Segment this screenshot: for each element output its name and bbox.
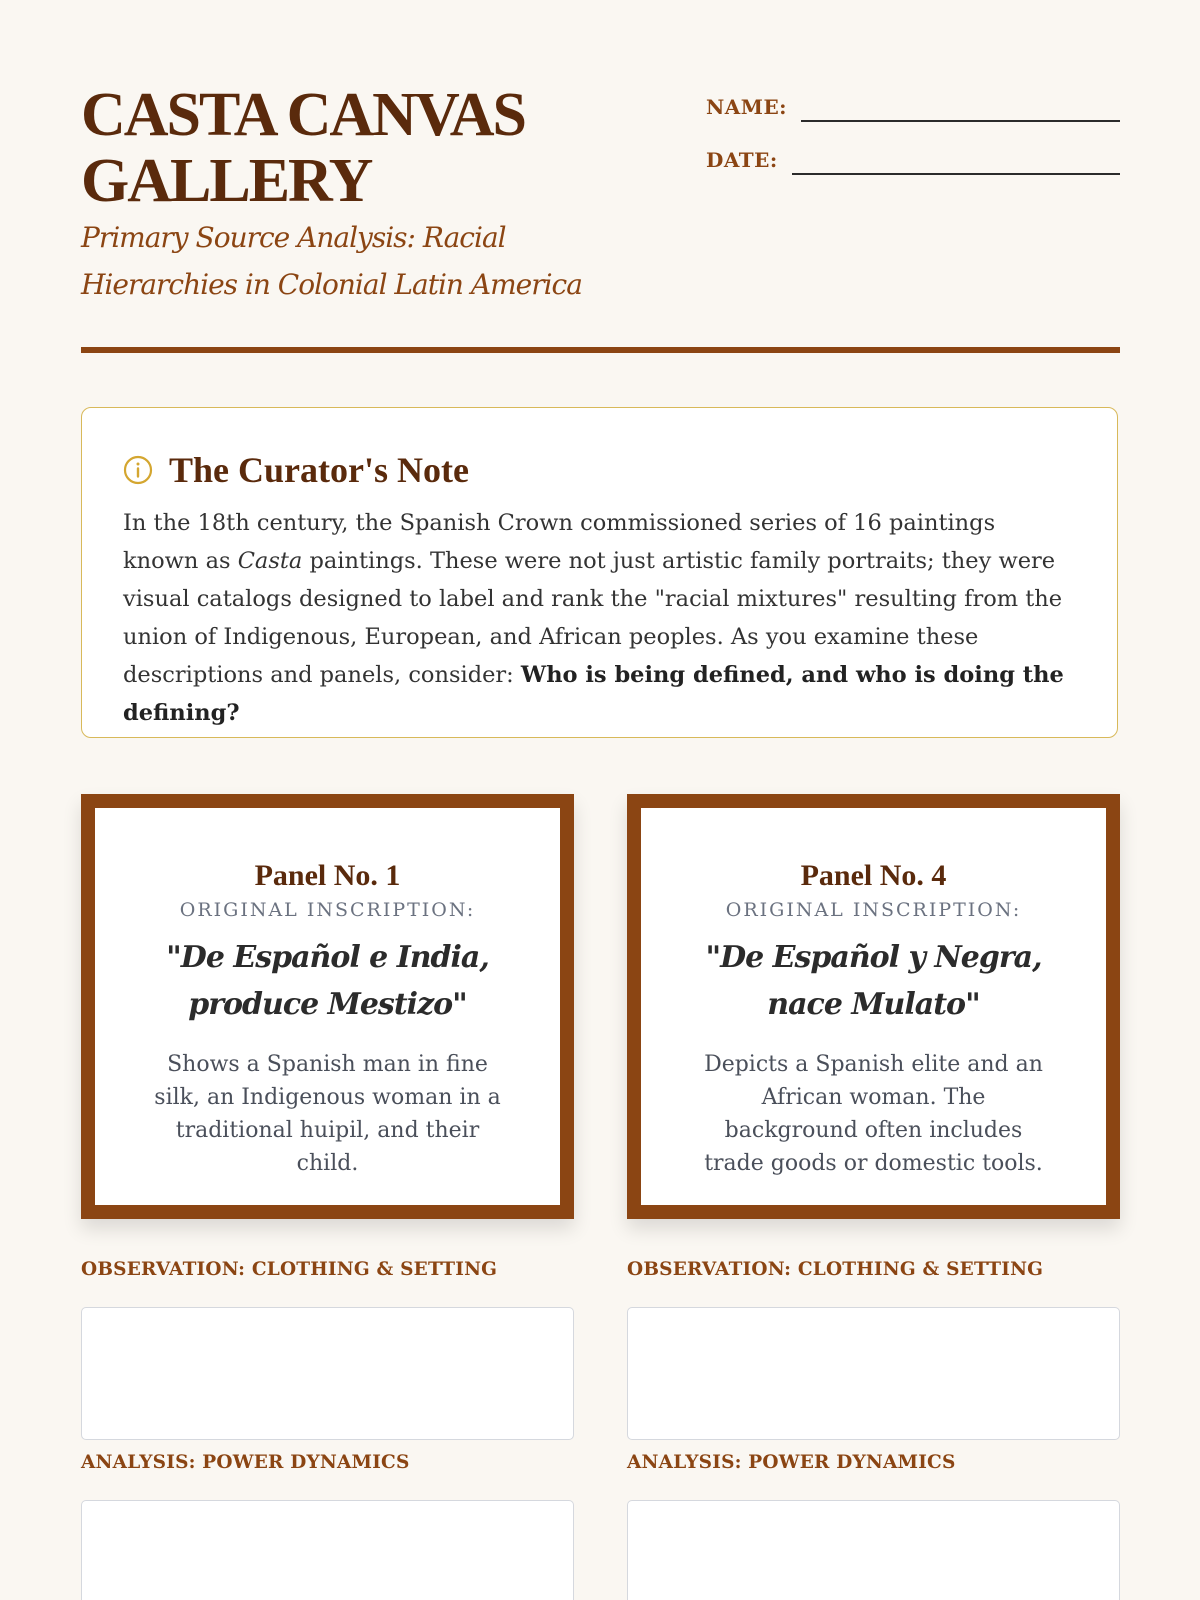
observation-label-1: OBSERVATION: CLOTHING & SETTING: [81, 1259, 498, 1280]
date-row: [706, 137, 1120, 175]
note-text-part2: paintings. These were not just artistic family portraits; they were visual catalogs designed to label and rank the "racial mixtures" resulting from the union of Indigenous, European, and African peoples. As you examine these descriptions and panels, consider:: [123, 548, 1063, 688]
date-label: DATE:: [706, 148, 778, 172]
panel-card-1: [81, 794, 574, 1219]
name-row: [706, 84, 1120, 122]
name-label: NAME:: [706, 95, 788, 119]
header-divider: [81, 347, 1120, 353]
curator-note-body: [123, 504, 1077, 732]
note-key-question: Who is being defined, and who is doing the defining?: [123, 662, 1064, 726]
info-circle-icon: [123, 455, 153, 485]
analysis-label-1: ANALYSIS: POWER DYNAMICS: [81, 1452, 410, 1473]
page-title: CASTA CANVAS GALLERY: [81, 81, 525, 215]
panel-description: Depicts a Spanish elite and an African woman. The background often includes trade goods or domestic tools.: [704, 1052, 1043, 1176]
observation-field-4[interactable]: [627, 1307, 1120, 1440]
curator-note-title: The Curator's Note: [169, 450, 469, 490]
curator-note: [81, 407, 1118, 738]
panel-inscription: "De Español e India, produce Mestizo": [166, 940, 489, 1022]
date-field[interactable]: [792, 143, 1120, 175]
panel-caption: ORIGINAL INSCRIPTION:: [179, 899, 476, 921]
name-field[interactable]: [801, 90, 1120, 122]
panel-inscription: "De Español y Negra, nace Mulato": [705, 940, 1042, 1022]
note-text-italic: Casta: [237, 548, 303, 574]
worksheet-header: [81, 0, 1120, 356]
page-subtitle: Primary Source Analysis: Racial Hierarchies in Colonial Latin America: [81, 221, 582, 301]
analysis-label-4: ANALYSIS: POWER DYNAMICS: [627, 1452, 956, 1473]
analysis-field-1[interactable]: [81, 1500, 574, 1600]
observation-label-4: OBSERVATION: CLOTHING & SETTING: [627, 1259, 1044, 1280]
observation-field-1[interactable]: [81, 1307, 574, 1440]
curator-note-header: [123, 448, 1077, 492]
note-text-part1: In the 18th century, the Spanish Crown commissioned series of 16 paintings known as: [123, 510, 996, 574]
student-info: [706, 84, 1120, 190]
analysis-field-4[interactable]: [627, 1500, 1120, 1600]
panel-title: Panel No. 4: [800, 859, 947, 892]
worksheet-page: [81, 0, 1120, 1473]
panel-title: Panel No. 1: [254, 859, 401, 892]
panel-description: Shows a Spanish man in fine silk, an Indigenous woman in a traditional huipil, and their child.: [154, 1052, 501, 1176]
panel-card-4: [627, 794, 1120, 1219]
panel-caption: ORIGINAL INSCRIPTION:: [725, 899, 1022, 921]
